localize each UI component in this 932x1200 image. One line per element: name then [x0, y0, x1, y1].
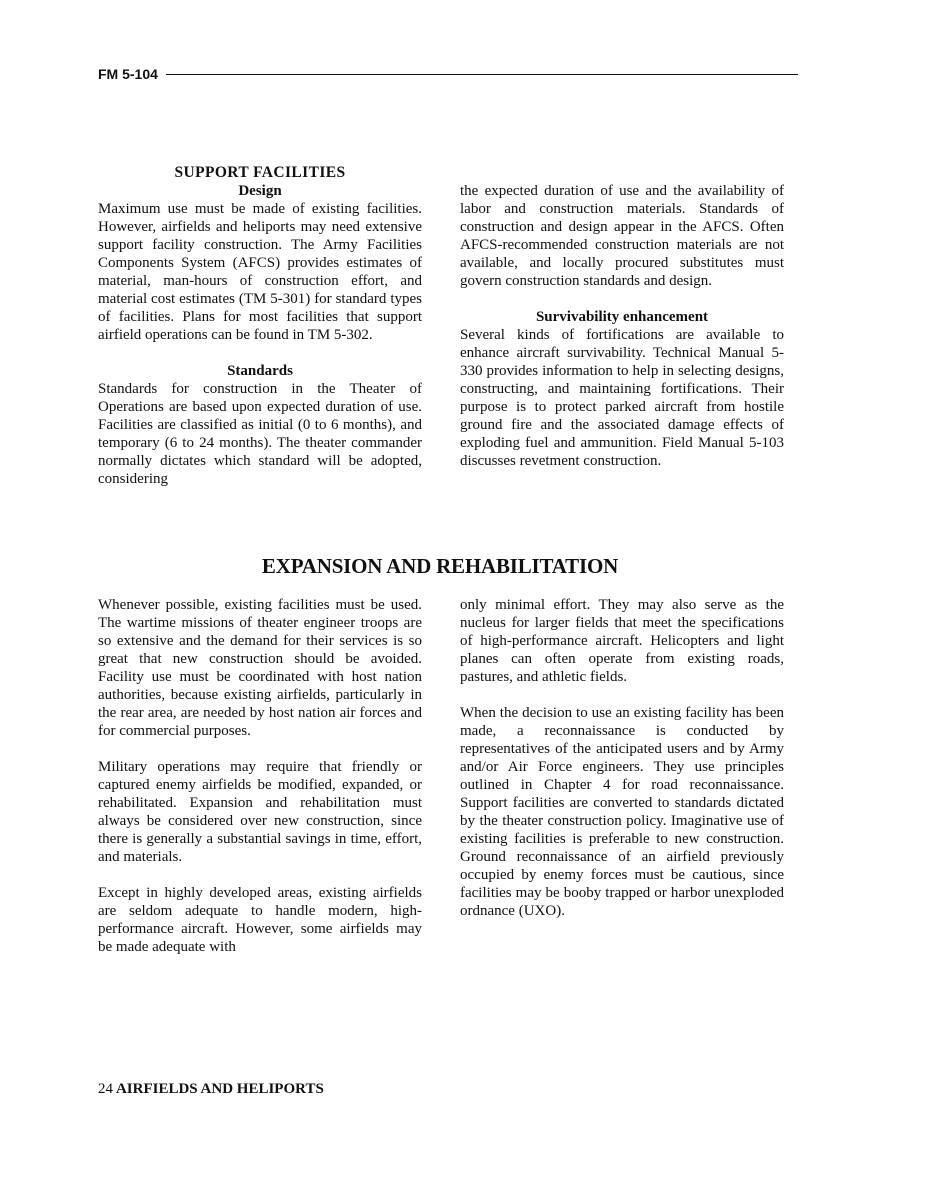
- design-paragraph: Maximum use must be made of existing facilities. However, airfields and heliports may need extensive support facility construction. The Army Facilities Components System (AFCS) provides estimates of material, man-hours of construction effort, and material cost estimates (TM 5-301) for standard types of facilities. Plans for most facilities that support airfield operations can be found in TM 5-302.: [98, 201, 422, 343]
- standards-paragraph-part2: the expected duration of use and the availability of labor and construction materials. Standards of construction and design appear in the AFCS. Often AFCS-recommended construction materials are not available, and locally procured substitutes must govern construction standards and design.: [460, 183, 784, 289]
- survivability-heading: Survivability enhancement: [535, 309, 709, 325]
- expansion-paragraph-4: When the decision to use an existing facility has been made, a reconnaissance is conducted by representatives of the anticipated users and by Army and/or Air Force engineers. They use principles outlined in Chapter 4 for road reconnaissance. Support facilities are converted to standards dictated by the theater construction policy. Imaginative use of existing facilities is preferable to new construction. Ground reconnaissance of an airfield previously occupied by enemy forces must be cautious, since facilities may be booby trapped or harbor unexploded ordnance (UXO).: [460, 705, 784, 919]
- expansion-paragraph-2: Military operations may require that friendly or captured enemy airfields be modified, expanded, or rehabilitated. Expansion and rehabilitation must always be considered over new construction, since there is generally a substantial savings in time, effort, and materials.: [98, 759, 422, 865]
- expansion-left-column: [98, 596, 422, 956]
- standards-heading: Standards: [227, 363, 293, 379]
- manual-id: FM 5-104: [98, 66, 158, 82]
- standards-paragraph-part1: Standards for construction in the Theater of Operations are based upon expected duration of use. Facilities are classified as initial (0 to 6 months), and temporary (6 to 24 months). The theater commander normally dictates which standard will be adopted, considering: [98, 381, 422, 487]
- survivability-paragraph: Several kinds of fortifications are available to enhance aircraft survivability. Technical Manual 5-330 provides information to help in selecting designs, constructing, and maintaining fortifications. Their purpose is to protect parked aircraft from hostile ground fire and the associated damage effects of exploding fuel and ammunition. Field Manual 5-103 discusses revetment construction.: [460, 327, 784, 469]
- header-rule: [166, 74, 798, 75]
- expansion-title: EXPANSION AND REHABILITATION: [261, 554, 619, 578]
- expansion-right-column: [460, 596, 784, 920]
- running-header: [98, 64, 798, 84]
- expansion-paragraph-3-part2: only minimal effort. They may also serve as the nucleus for larger fields that meet the specifications of high-performance aircraft. Helicopters and light planes can often operate from existing roads, pastures, and athletic fields.: [460, 597, 784, 685]
- page-number: 24: [98, 1081, 113, 1097]
- support-left-column: [98, 164, 422, 488]
- support-facilities-title: SUPPORT FACILITIES: [174, 164, 346, 181]
- footer-title: AIRFIELDS AND HELIPORTS: [115, 1081, 324, 1097]
- design-heading: Design: [238, 183, 282, 199]
- support-right-column: [460, 182, 784, 470]
- expansion-paragraph-3-part1: Except in highly developed areas, existing airfields are seldom adequate to handle modern, high-performance aircraft. However, some airfields may be made adequate with: [98, 885, 422, 955]
- expansion-paragraph-1: Whenever possible, existing facilities must be used. The wartime missions of theater engineer troops are so extensive and the demand for their services is so great that new construction should be avoided. Facility use must be coordinated with host nation authorities, because existing airfields, particularly in the rear area, are needed by host nation air forces and for commercial purposes.: [98, 597, 422, 739]
- page-footer: [98, 1080, 324, 1098]
